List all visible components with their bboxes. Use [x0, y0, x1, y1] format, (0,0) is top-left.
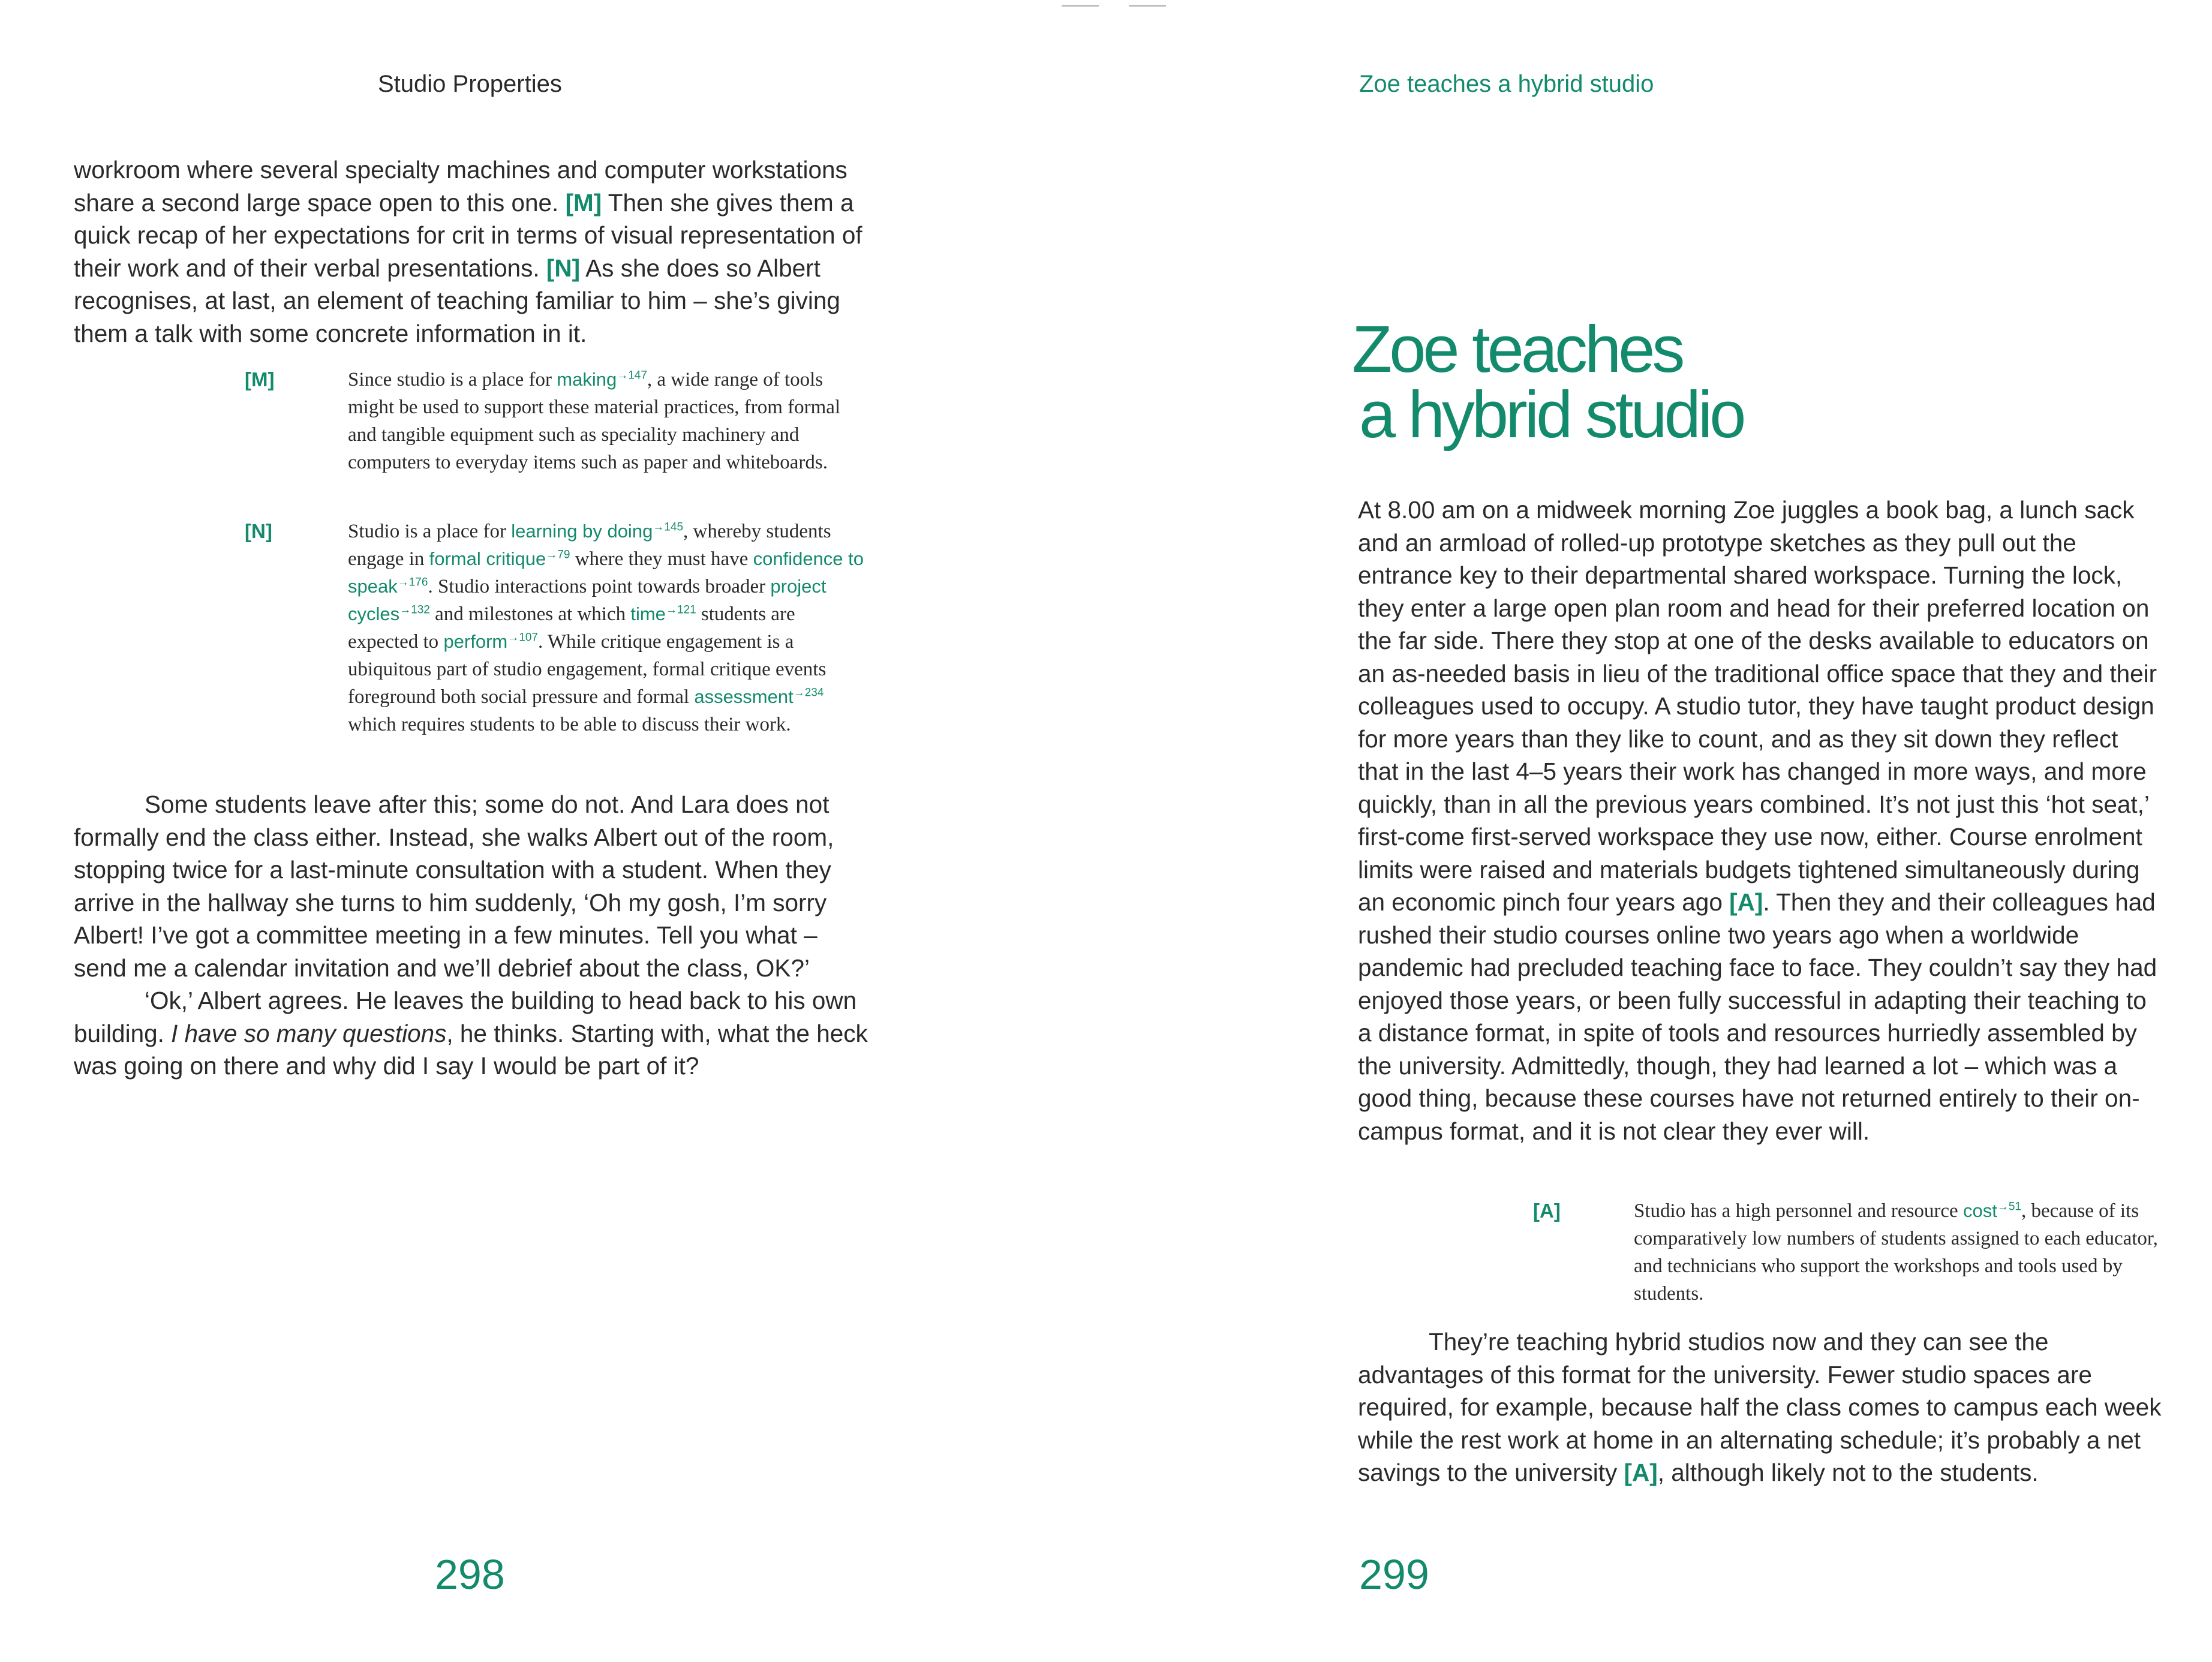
cross-reference-page: →234	[793, 686, 824, 699]
text-run: Then she gives them a quick recap of her expectations for crit in terms of visual representation of their work and of their verbal presentations.	[74, 188, 862, 282]
cross-reference-label: formal critique	[429, 548, 546, 569]
note-tag: [N]	[245, 520, 272, 542]
cross-reference-link[interactable]	[557, 369, 647, 390]
note-reference-marker[interactable]: [A]	[1729, 888, 1763, 916]
cross-reference-link[interactable]	[443, 631, 538, 652]
text-run: , whereby students engage in	[348, 521, 831, 570]
cross-reference-label: cost	[1962, 1200, 1997, 1221]
body-paragraph	[74, 788, 874, 1083]
text-run: students are expected to	[348, 603, 795, 653]
cross-reference-link[interactable]	[429, 548, 570, 569]
text-run: , although likely not to the students.	[1657, 1459, 2039, 1486]
text-run: Studio has a high personnel and resource	[1634, 1200, 1963, 1222]
note-text	[348, 366, 864, 476]
cross-reference-page: →51	[1997, 1200, 2021, 1213]
text-run: They’re teaching hybrid studios now and they can see the advantages of this format for the university. Fewer studio spaces are required, for example, because half the class comes to campus each week while the rest work at home in an alternating schedule; it’s probably a net savings to the university	[1358, 1328, 2162, 1486]
cross-reference-link[interactable]	[511, 521, 683, 542]
chapter-title-line: a hybrid studio	[1359, 378, 1744, 452]
text-run: , a wide range of tools might be used to support these material practices, from formal and tangible equipment such as speciality machinery and computers to everyday items such as paper and whiteboards.	[348, 369, 841, 473]
text-run: As she does so Albert recognises, at last, an element of teaching familiar to him – she’s giving them a talk with some concrete information in it.	[74, 254, 840, 347]
text-run: At 8.00 am on a midweek morning Zoe juggles a book bag, a lunch sack and an armload of rolled-up prototype sketches as they pull out the entrance key to their departmental shared workspace. Turning the lock, they enter a large open plan room and head for their preferred location on the far side. There they stop at one of the desks available to educators on an as-needed basis in lieu of the traditional office space that they and their colleagues used to occupy. A studio tutor, they have taught product design for more years than they like to count, and as they sit down they reflect that in the last 4–5 years their work has changed in more ways, and more quickly, than in all the previous years combined. It’s not just this ‘hot seat,’ first-come first-served workspace they use now, either. Course enrolment limits were raised and materials budgets tightened simultaneously during an economic pinch four years ago	[1358, 496, 2157, 916]
text-run: . Studio interactions point towards broader	[428, 576, 771, 597]
emphasis-text: I have so many questions	[171, 1019, 447, 1047]
note-text	[1634, 1197, 2162, 1308]
cross-reference-page: →147	[617, 369, 647, 382]
cross-reference-page: →79	[546, 548, 570, 561]
cross-reference-page: →132	[399, 603, 430, 617]
note-tag: [A]	[1533, 1200, 1561, 1222]
cross-reference-label: making	[557, 369, 617, 390]
right-page	[1106, 0, 2212, 1662]
cross-reference-label: assessment	[694, 686, 794, 707]
cross-reference-link[interactable]	[630, 603, 696, 624]
body-paragraph	[1358, 494, 2162, 1147]
running-head: Studio Properties	[378, 71, 562, 97]
cross-reference-link[interactable]	[694, 686, 824, 707]
paragraph	[74, 154, 874, 350]
text-run: Since studio is a place for	[348, 369, 557, 390]
margin-note	[1634, 1197, 2162, 1308]
text-run: workroom where several specialty machines and computer workstations share a second large space open to this one.	[74, 156, 847, 217]
text-run: , because of its comparatively low numbers of students assigned to each educator, and technicians who support the workshops and tools used by students.	[1634, 1200, 2158, 1305]
paragraph	[1358, 494, 2162, 1147]
note-text	[348, 518, 864, 738]
text-run: where they must have	[570, 548, 753, 570]
chapter-title	[1352, 312, 1744, 452]
cross-reference-page: →121	[665, 603, 696, 617]
cross-reference-page: →107	[507, 631, 538, 644]
cross-reference-page: →145	[653, 521, 684, 534]
text-run: ‘Ok,’ Albert agrees. He leaves the building to head back to his own building.	[74, 987, 857, 1047]
note-tag: [M]	[245, 368, 275, 390]
cross-reference-label: time	[630, 603, 666, 624]
chapter-title-line: Zoe teaches	[1352, 312, 1682, 386]
paragraph	[1358, 1326, 2162, 1489]
text-run: Some students leave after this; some do not. And Lara does not formally end the class either. Instead, she walks Albert out of the room, stopping twice for a last-minute consultation with a student. When they arrive in the hallway she turns to him suddenly, ‘Oh my gosh, I’m sorry Albert! I’ve got a committee meeting in a few minutes. Tell you what – send me a calendar invitation and we’ll debrief about the class, OK?’	[74, 791, 834, 982]
paragraph	[74, 788, 874, 984]
body-paragraph	[1358, 1326, 2162, 1489]
text-run: and milestones at which	[429, 603, 631, 625]
margin-note	[348, 518, 864, 738]
body-paragraph	[74, 154, 874, 350]
page-number: 299	[1359, 1551, 1429, 1598]
cross-reference-label: perform	[443, 631, 508, 652]
margin-note	[348, 366, 864, 476]
text-run: . Then they and their colleagues had rushed their studio courses online two years ago when a worldwide pandemic had precluded teaching face to face. They couldn’t say they had enjoyed those years, or been fully successful in adapting their teaching to a distance format, in spite of tools and resources hurriedly assembled by the university. Admittedly, though, they had learned a lot – which was a good thing, because these courses have not returned entirely to their on-campus format, and it is not clear they ever will.	[1358, 888, 2157, 1145]
cross-reference-page: →176	[397, 576, 428, 589]
text-run: . While critique engagement is a ubiquitous part of studio engagement, formal critique events foreground both social pressure and formal	[348, 631, 827, 708]
text-run: , he thinks. Starting with, what the heck was going on there and why did I say I would be part of it?	[74, 1019, 868, 1080]
running-head: Zoe teaches a hybrid studio	[1359, 71, 1654, 97]
note-reference-marker[interactable]: [M]	[565, 188, 602, 217]
text-run: Studio is a place for	[348, 521, 512, 542]
cross-reference-label: confidence to speak	[348, 548, 864, 597]
cross-reference-link[interactable]	[1963, 1200, 2021, 1221]
paragraph	[74, 984, 874, 1083]
text-run: which requires students to be able to discuss their work.	[348, 714, 791, 735]
note-reference-marker[interactable]: [N]	[546, 254, 581, 282]
note-reference-marker[interactable]: [A]	[1624, 1459, 1658, 1486]
page-number: 298	[435, 1551, 505, 1598]
cross-reference-label: learning by doing	[511, 521, 653, 542]
cross-reference-label: project cycles	[348, 576, 827, 624]
